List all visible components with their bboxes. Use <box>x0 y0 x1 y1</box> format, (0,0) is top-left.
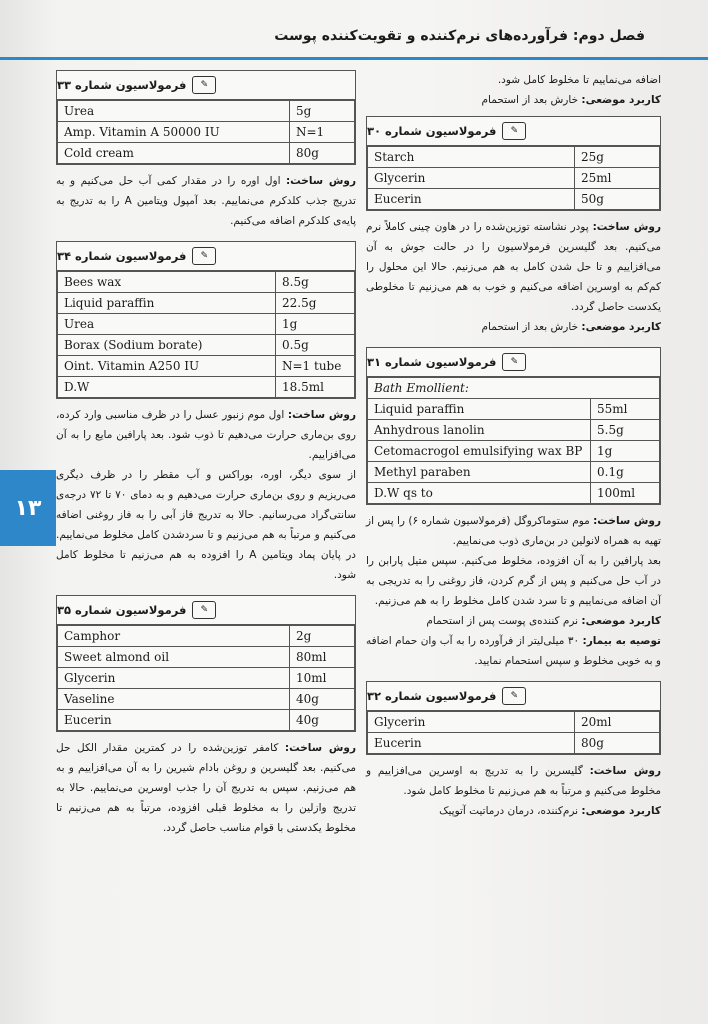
amount-cell: 50g <box>575 189 660 210</box>
mortar-icon: ✎ <box>192 76 216 94</box>
table-row <box>368 733 660 754</box>
formulation-31-table <box>367 377 660 504</box>
top-usage <box>366 90 661 110</box>
formulation-35-table <box>57 625 355 731</box>
amount-cell: 100ml <box>591 483 660 504</box>
continued-text: اضافه می‌نماییم تا مخلوط کامل شود. <box>497 74 661 86</box>
table-row <box>368 420 660 441</box>
ingredient-cell: Cold cream <box>58 143 290 164</box>
mortar-icon: ✎ <box>192 247 216 265</box>
method-label: روش ساخت: <box>284 742 356 754</box>
method-text: پودر نشاسته توزین‌شده را در هاون چینی کاملاً نرم می‌کنیم. بعد گلیسرین فرمولاسیون را در حالت جوش به آن می‌افزاییم و تا حل شدن کامل به هم می‌زنیم. حالا این محلول را کم‌کم به اوسرین اضافه می‌کنیم و خوب به هم می‌زنیم تا مخلوطی یکدست حاصل گردد. <box>366 221 661 313</box>
ingredient-cell: Glycerin <box>368 168 575 189</box>
usage-label: کاربرد موضعی: <box>581 321 661 333</box>
formulation-33-method <box>56 171 356 231</box>
formulation-30-box <box>366 116 661 211</box>
ingredient-cell: Anhydrous lanolin <box>368 420 591 441</box>
formulation-35-header <box>57 596 355 625</box>
formulation-33-header <box>57 71 355 100</box>
amount-cell: 25g <box>575 147 660 168</box>
formulation-31-usage <box>366 611 661 631</box>
table-row <box>368 483 660 504</box>
formulation-34-title: فرمولاسیون شماره ۳۴ <box>57 249 187 263</box>
ingredient-cell: Eucerin <box>368 189 575 210</box>
ingredient-cell: Urea <box>58 101 290 122</box>
formulation-30-table <box>367 146 660 210</box>
method-label: روش ساخت: <box>285 175 356 187</box>
formulation-32-method <box>366 761 661 801</box>
formulation-31-method <box>366 511 661 551</box>
ingredient-cell: Borax (Sodium borate) <box>58 335 276 356</box>
ingredient-cell: Glycerin <box>58 668 290 689</box>
usage-text: خارش بعد از استحمام <box>481 321 582 333</box>
mortar-icon: ✎ <box>502 122 526 140</box>
amount-cell: 25ml <box>575 168 660 189</box>
formulation-31-title: فرمولاسیون شماره ۳۱ <box>367 355 497 369</box>
usage-label: کاربرد موضعی: <box>581 94 661 106</box>
amount-cell: 40g <box>290 689 355 710</box>
usage-text: نرم‌کننده، درمان درماتیت آتوپیک <box>439 805 582 817</box>
table-row <box>58 335 355 356</box>
ingredient-cell: Liquid paraffin <box>368 399 591 420</box>
table-row <box>58 272 355 293</box>
amount-cell: 5g <box>290 101 355 122</box>
table-row <box>368 441 660 462</box>
amount-cell: 80ml <box>290 647 355 668</box>
amount-cell: 2g <box>290 626 355 647</box>
amount-cell: N=1 <box>290 122 355 143</box>
method-label: روش ساخت: <box>593 515 661 527</box>
table-row <box>58 668 355 689</box>
formulation-34-box <box>56 241 356 399</box>
ingredient-cell: Oint. Vitamin A250 IU <box>58 356 276 377</box>
method-text: اول اوره را در مقدار کمی آب حل می‌کنیم و به تدریج جذب کلدکرم می‌نماییم. بعد آمپول ویتامین A را به تدریج به پایه‌ی کلدکرم اضافه می‌کنیم. <box>56 175 356 227</box>
amount-cell: 10ml <box>290 668 355 689</box>
formulation-31-header <box>367 348 660 377</box>
method-text: کامفر توزین‌شده را در کمترین مقدار الکل حل می‌کنیم. بعد گلیسرین و روغن بادام شیرین را به آن می‌افزاییم و به هم می‌زنیم. سپس به تدریج آن را جذب اوسرین می‌نماییم. حالا به تدریج وازلین را به مخلوط قبلی افزوده، مرتباً به هم می‌زنیم تا مخلوط یکدستی با قوام مناسب حاصل گردد. <box>56 742 356 834</box>
usage-text: نرم کننده‌ی پوست پس از استحمام <box>426 615 582 627</box>
amount-cell: 80g <box>290 143 355 164</box>
usage-label: کاربرد موضعی: <box>581 805 661 817</box>
formulation-30-header <box>367 117 660 146</box>
right-column <box>366 70 661 821</box>
formulation-35-box <box>56 595 356 732</box>
formulation-30-usage <box>366 317 661 337</box>
table-row <box>368 712 660 733</box>
table-row <box>58 293 355 314</box>
table-row <box>58 143 355 164</box>
page-number-tab: ۱۳ <box>0 470 56 546</box>
amount-cell: 22.5g <box>276 293 355 314</box>
formulation-32-header <box>367 682 660 711</box>
mortar-icon: ✎ <box>502 687 526 705</box>
table-row <box>58 122 355 143</box>
formulation-35-title: فرمولاسیون شماره ۳۵ <box>57 603 187 617</box>
table-row <box>58 626 355 647</box>
formulation-33-table <box>57 100 355 164</box>
formulation-32-box <box>366 681 661 755</box>
ingredient-cell: Cetomacrogol emulsifying wax BP <box>368 441 591 462</box>
amount-cell: 80g <box>575 733 660 754</box>
mortar-icon: ✎ <box>502 353 526 371</box>
formulation-32-usage <box>366 801 661 821</box>
formulation-32-table <box>367 711 660 754</box>
table-row <box>58 356 355 377</box>
ingredient-cell: Camphor <box>58 626 290 647</box>
method-label: روش ساخت: <box>287 409 356 421</box>
table-row <box>58 314 355 335</box>
table-row <box>368 168 660 189</box>
ingredient-cell: Sweet almond oil <box>58 647 290 668</box>
amount-cell: 5.5g <box>591 420 660 441</box>
amount-cell: 0.5g <box>276 335 355 356</box>
formulation-34-method-2: از سوی دیگر، اوره، بوراکس و آب مقطر را در ظرف دیگری می‌ریزیم و روی بن‌ماری حرارت می‌دهیم و به دمای ۷۰ تا ۷۲ درجه‌ی سانتی‌گراد می‌رسانیم. حالا به تدریج فاز آبی را به فاز روغنی اضافه می‌کنیم و مرتباً به هم می‌زنیم و تا سردشدن کامل مخلوط می‌نماییم. در پایان پماد ویتامین A را افزوده به هم می‌زنیم تا مخلوط کامل شود. <box>56 469 357 581</box>
table-row <box>368 399 660 420</box>
amount-cell: 40g <box>290 710 355 731</box>
ingredient-cell: D.W qs to <box>368 483 591 504</box>
table-row <box>58 101 355 122</box>
method-text: اول موم زنبور عسل را در ظرف مناسبی وارد کرده، روی بن‌ماری حرارت می‌دهیم تا ذوب شود. بعد پارافین مایع را به آن می‌افزاییم. <box>56 409 356 461</box>
formulation-30-method <box>366 217 661 317</box>
amount-cell: N=1 tube <box>276 356 355 377</box>
table-row <box>368 147 660 168</box>
table-row <box>368 189 660 210</box>
ingredient-cell: Bees wax <box>58 272 276 293</box>
method-label: روش ساخت: <box>589 765 661 777</box>
table-row <box>368 462 660 483</box>
advice-label: توصیه به بیمار: <box>582 635 661 647</box>
amount-cell: 1g <box>276 314 355 335</box>
table-row <box>58 377 355 398</box>
amount-cell: 20ml <box>575 712 660 733</box>
table-row <box>368 378 660 399</box>
formulation-31-method-2: بعد پارافین را به آن افزوده، مخلوط می‌کنیم. سپس متیل پارابن را در آب حل می‌کنیم و پس از گرم کردن، فاز روغنی را به تدریجی به آن اضافه می‌نماییم و تا سرد شدن کامل مخلوط را به هم می‌زنیم. <box>366 555 661 607</box>
method-text: موم ستوماکروگل (فرمولاسیون شماره ۶) را پس از تهیه به همراه لانولین در بن‌ماری ذوب می‌نماییم. <box>366 515 661 547</box>
formulation-31-advice <box>366 631 661 671</box>
formulation-34-header <box>57 242 355 271</box>
ingredient-cell: Vaseline <box>58 689 290 710</box>
amount-cell: 18.5ml <box>276 377 355 398</box>
table-row <box>58 689 355 710</box>
chapter-title: فصل دوم: فرآورده‌های نرم‌کننده و تقویت‌کننده پوست <box>274 28 645 44</box>
table-row <box>58 710 355 731</box>
ingredient-cell: Eucerin <box>58 710 290 731</box>
formulation-34-method <box>56 405 356 465</box>
formulation-33-box <box>56 70 356 165</box>
formulation-34-table <box>57 271 355 398</box>
amount-cell: 8.5g <box>276 272 355 293</box>
ingredient-cell: Methyl paraben <box>368 462 591 483</box>
ingredient-cell: Amp. Vitamin A 50000 IU <box>58 122 290 143</box>
method-label: روش ساخت: <box>592 221 661 233</box>
amount-cell: 1g <box>591 441 660 462</box>
formulation-33-title: فرمولاسیون شماره ۳۳ <box>57 78 187 92</box>
ingredient-cell: Urea <box>58 314 276 335</box>
formulation-35-method <box>56 738 356 838</box>
formulation-30-title: فرمولاسیون شماره ۳۰ <box>367 124 497 138</box>
ingredient-cell: Liquid paraffin <box>58 293 276 314</box>
amount-cell: 55ml <box>591 399 660 420</box>
table-subheader: Bath Emollient: <box>368 378 660 399</box>
usage-text: خارش بعد از استحمام <box>481 94 582 106</box>
usage-label: کاربرد موضعی: <box>581 615 661 627</box>
method-text: گلیسرین را به تدریج به اوسرین می‌افزاییم و مخلوط می‌کنیم و مرتباً به هم می‌زنیم تا مخلوط کامل شود. <box>366 765 661 797</box>
mortar-icon: ✎ <box>192 601 216 619</box>
table-row <box>58 647 355 668</box>
formulation-31-box <box>366 347 661 505</box>
ingredient-cell: Glycerin <box>368 712 575 733</box>
ingredient-cell: D.W <box>58 377 276 398</box>
formulation-32-title: فرمولاسیون شماره ۳۲ <box>367 689 497 703</box>
header-rule <box>0 57 708 60</box>
left-column <box>56 70 356 838</box>
ingredient-cell: Eucerin <box>368 733 575 754</box>
ingredient-cell: Starch <box>368 147 575 168</box>
advice-text: ۳۰ میلی‌لیتر از فرآورده را به آب وان حمام اضافه و به خوبی مخلوط و سپس استحمام نمایید. <box>366 635 661 667</box>
amount-cell: 0.1g <box>591 462 660 483</box>
